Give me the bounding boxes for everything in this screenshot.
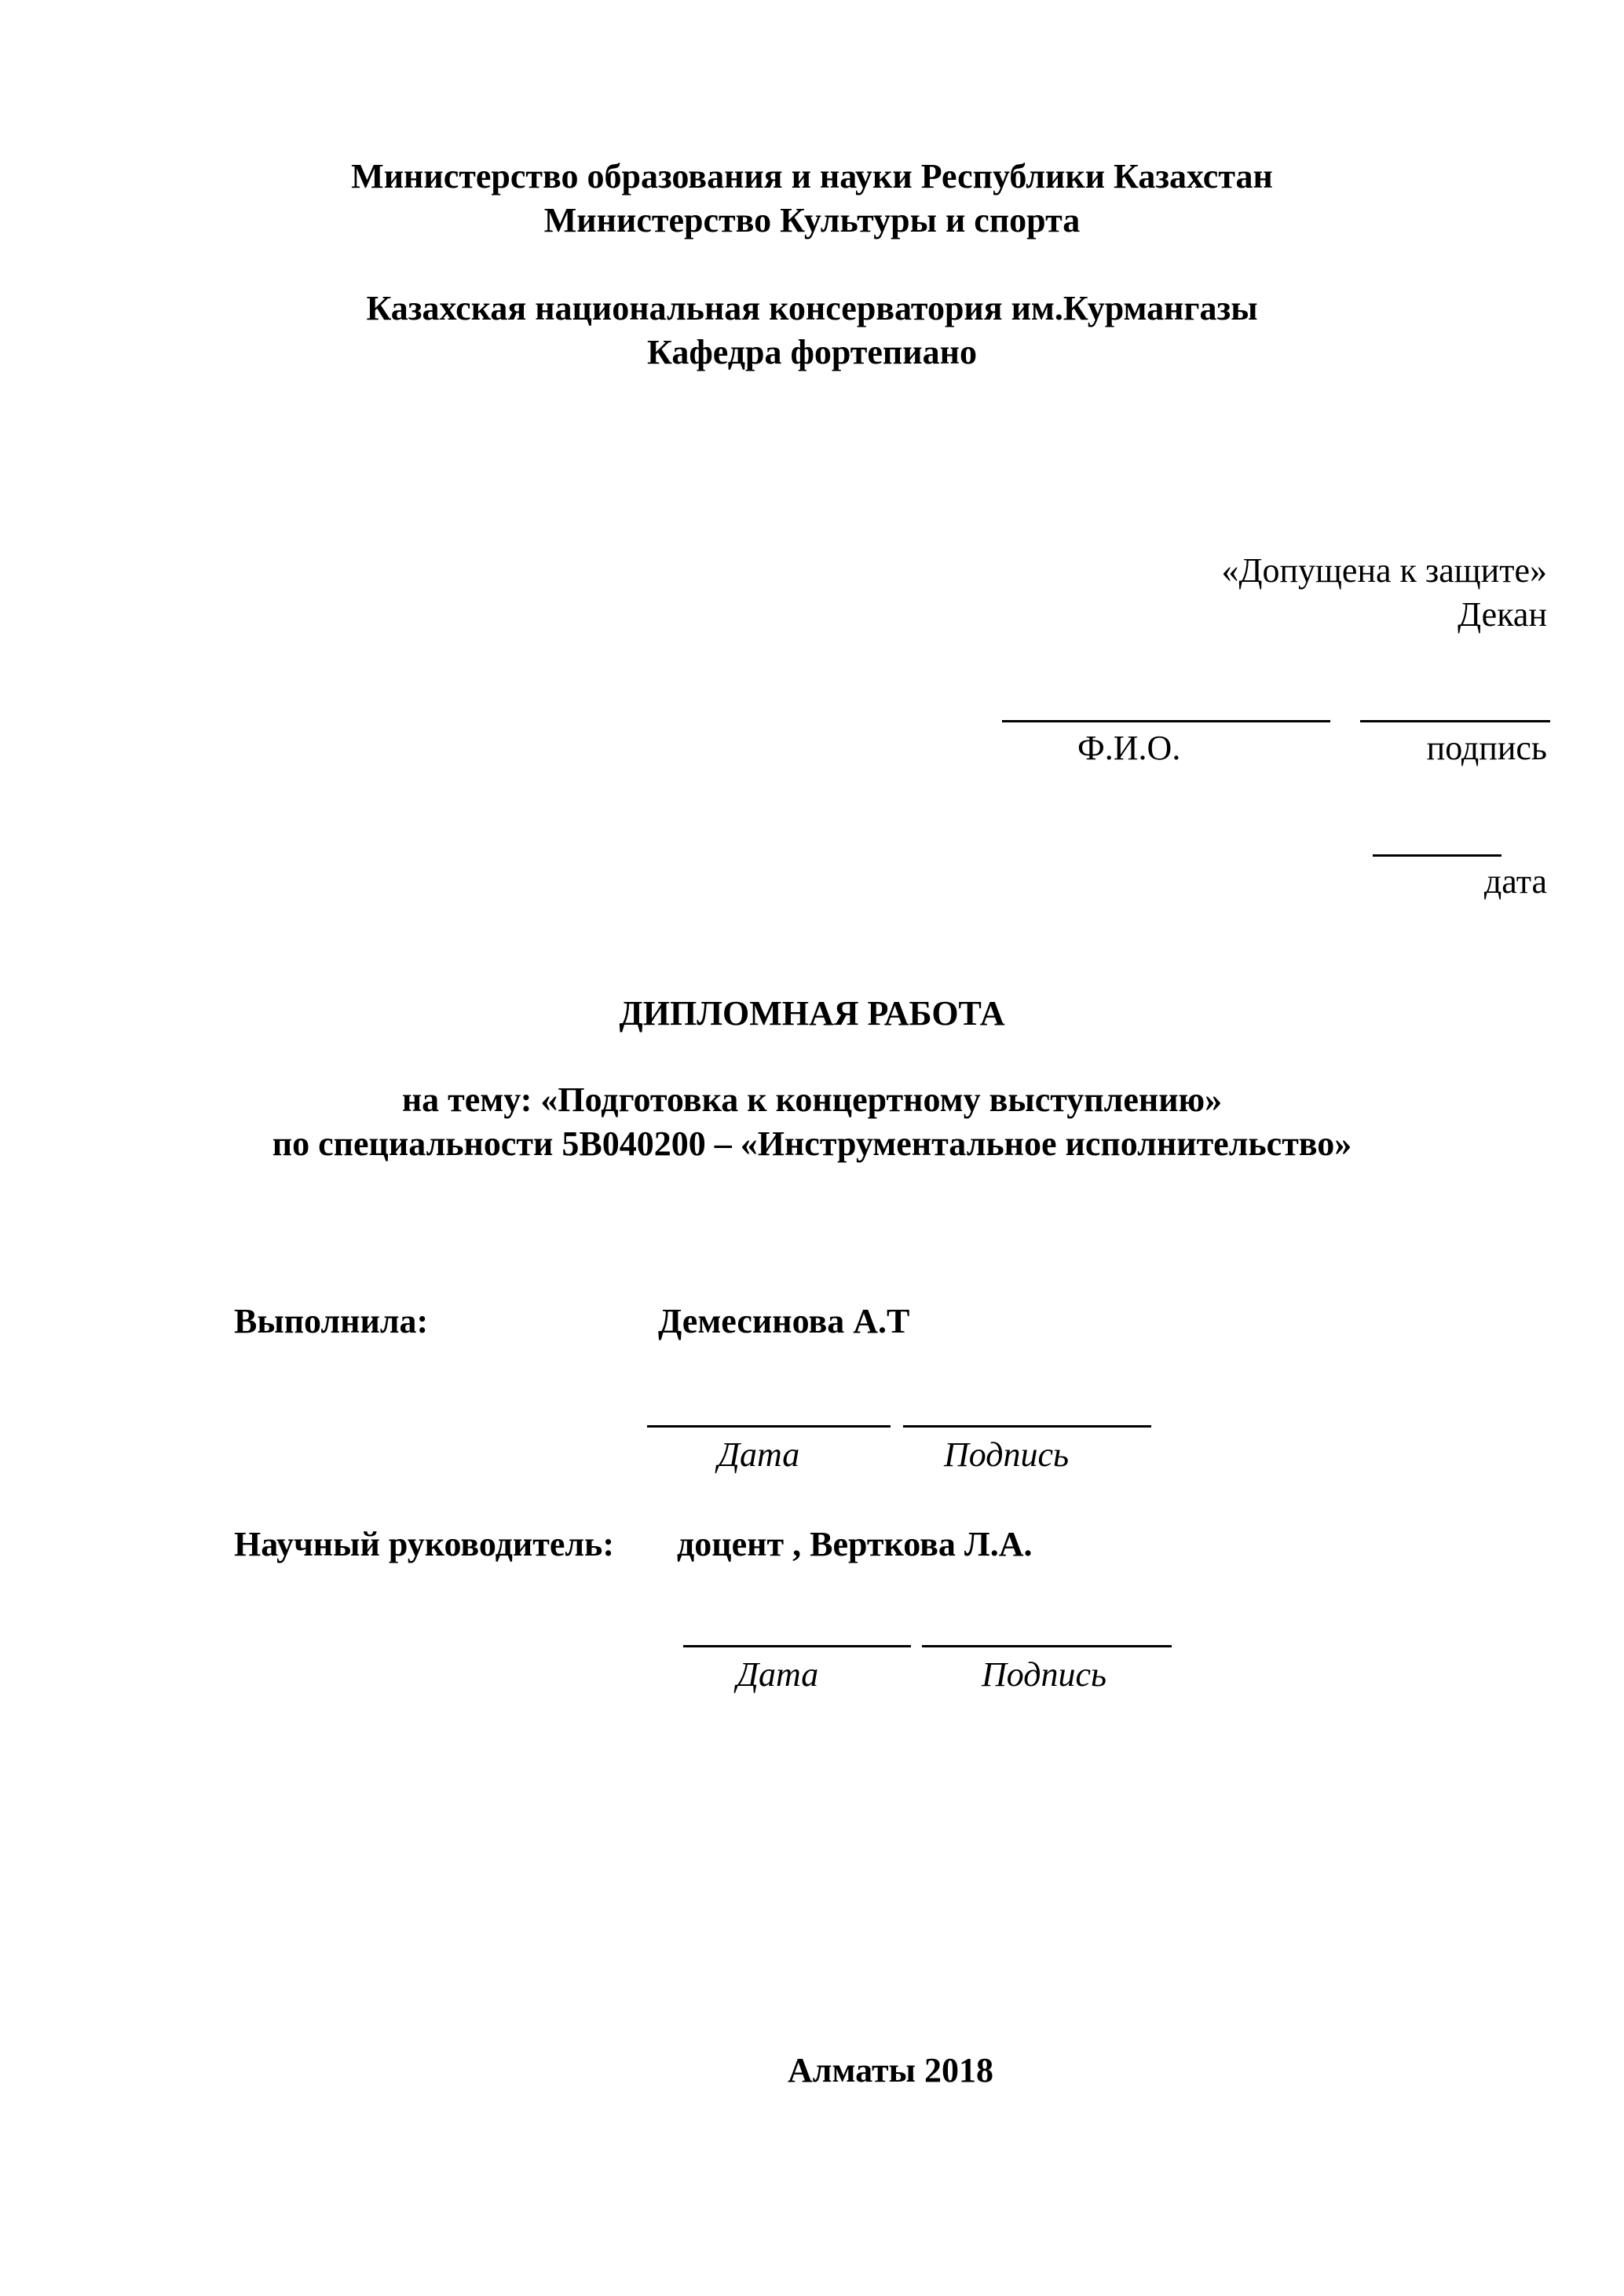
- ministry-culture-line: Министерство Культуры и спорта: [543, 201, 1081, 239]
- supervisor-signature-caption: Подпись: [982, 1655, 1107, 1694]
- dean-fio-line: [1002, 720, 1330, 722]
- author-signature-caption: Подпись: [944, 1435, 1070, 1474]
- date-caption: дата: [1483, 862, 1547, 901]
- city-year: Алматы 2018: [788, 2051, 993, 2089]
- supervisor-date-line: [683, 1645, 911, 1647]
- ministry-education-line: Министерство образования и науки Республики Казахстан: [351, 157, 1273, 196]
- thesis-specialty: по специальности 5В040200 – «Инструментальное исполнительство»: [272, 1124, 1352, 1163]
- author-date-line: [647, 1425, 891, 1428]
- thesis-title: ДИПЛОМНАЯ РАБОТА: [619, 994, 1005, 1033]
- approval-date-line: [1373, 854, 1501, 857]
- author-name: Демесинова А.Т: [658, 1302, 910, 1340]
- thesis-topic: на тему: «Подготовка к концертному выступлению»: [401, 1080, 1223, 1119]
- author-signature-line: [903, 1425, 1151, 1428]
- signature-caption: подпись: [1426, 729, 1547, 767]
- supervisor-name: доцент , Верткова Л.А.: [677, 1525, 1033, 1563]
- dean-label: Декан: [1458, 595, 1547, 634]
- dean-signature-line: [1360, 720, 1550, 722]
- supervisor-signature-line: [922, 1645, 1172, 1647]
- supervisor-date-caption: Дата: [737, 1655, 819, 1694]
- supervisor-label: Научный руководитель:: [234, 1525, 614, 1563]
- institution-line: Казахская национальная консерватория им.Курмангазы: [366, 289, 1258, 327]
- author-date-caption: Дата: [718, 1435, 800, 1474]
- department-line: Кафедра фортепиано: [647, 333, 977, 371]
- fio-caption: Ф.И.О.: [1077, 729, 1181, 767]
- admitted-to-defense: «Допущена к защите»: [1221, 551, 1547, 590]
- author-label: Выполнила:: [234, 1302, 429, 1340]
